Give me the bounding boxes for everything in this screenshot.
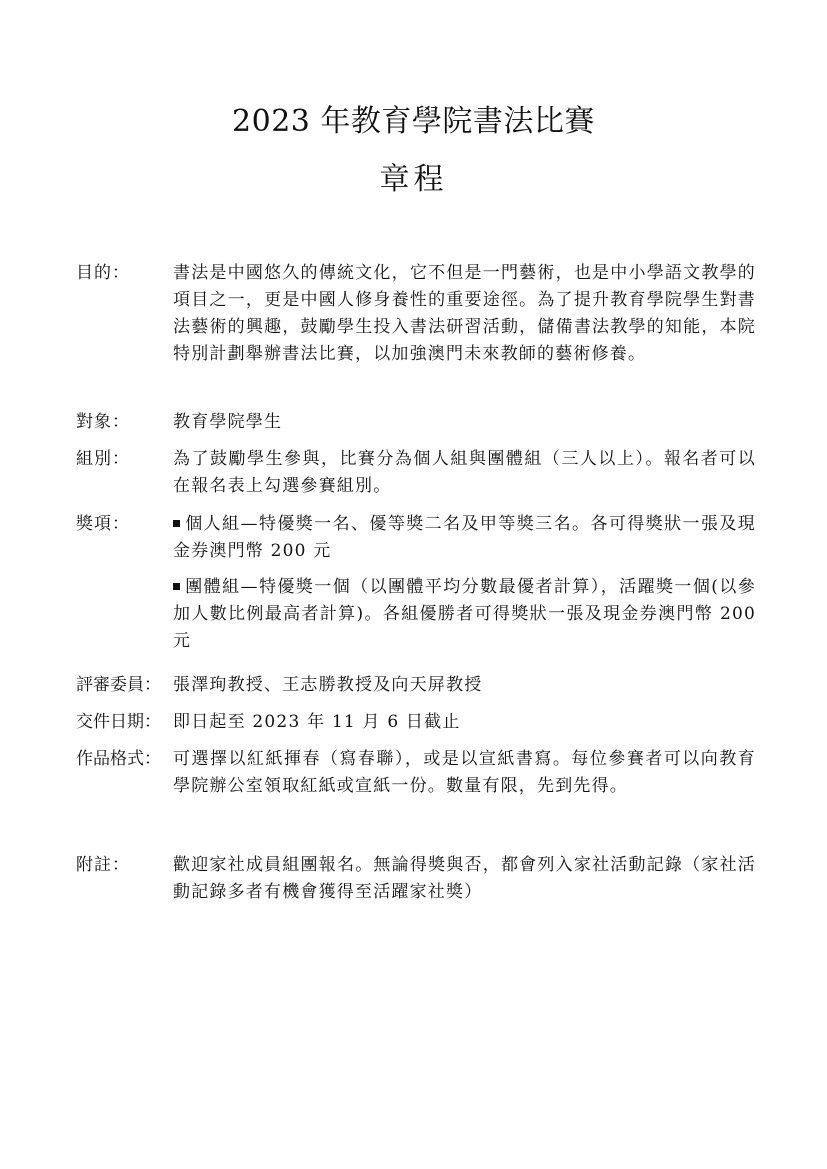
section-awards [76, 511, 756, 655]
section-list-awards [173, 511, 756, 655]
section-groups [76, 446, 756, 500]
award-item-individual [173, 511, 756, 565]
groups-paragraph: 為了鼓勵學生參與，比賽分為個人組與團體組（三人以上）。報名者可以在報名表上勾選參賽組別。 [173, 449, 756, 496]
page-title: 2023 年教育學院書法比賽 [232, 104, 595, 139]
section-format [76, 746, 756, 800]
section-text-target [173, 409, 756, 436]
section-label-groups: 組別： [76, 449, 130, 469]
section-purpose [76, 260, 756, 368]
target-paragraph: 教育學院學生 [173, 412, 283, 432]
section-label-purpose: 目的： [76, 263, 130, 283]
section-judges [76, 672, 756, 699]
section-label-judges: 評審委員： [76, 675, 161, 695]
format-paragraph: 可選擇以紅紙揮春（寫春聯），或是以宣紙書寫。每位參賽者可以向教育學院辦公室領取紅紙或宣紙一份。數量有限，先到先得。 [173, 749, 756, 796]
notes-paragraph: 歡迎家社成員組團報名。無論得獎與否，都會列入家社活動記錄（家社活動記錄多者有機會獲得至活躍家社獎） [173, 855, 756, 902]
purpose-paragraph: 書法是中國悠久的傳統文化，它不但是一門藝術，也是中小學語文教學的項目之一，更是中國人修身養性的重要途徑。為了提升教育學院學生對書法藝術的興趣，鼓勵學生投入書法研習活動，儲備書法教學的知能，本院特別計劃舉辦書法比賽，以加強澳門未來教師的藝術修養。 [173, 263, 756, 364]
section-label-target: 對象： [76, 412, 130, 432]
section-deadline [76, 709, 756, 736]
page-subtitle: 章程 [379, 162, 448, 197]
section-text-groups [173, 446, 756, 500]
section-text-notes [173, 852, 756, 906]
section-label-awards: 獎項： [76, 514, 130, 534]
section-text-deadline [173, 709, 756, 736]
award-text-team: 團體組—特優獎一個（以團體平均分數最優者計算），活躍獎一個(以參加人數比例最高者計算)。各組優勝者可得獎狀一張及現金券澳門幣 200 元 [173, 577, 756, 651]
section-target [76, 409, 756, 436]
section-notes [76, 852, 756, 906]
section-text-purpose [173, 260, 756, 368]
square-bullet-icon [173, 520, 180, 527]
section-text-format [173, 746, 756, 800]
section-label-deadline: 交件日期： [76, 712, 161, 732]
section-label-format: 作品格式： [76, 749, 161, 769]
section-label-notes: 附註： [76, 855, 130, 875]
section-text-judges [173, 672, 756, 699]
award-text-individual: 個人組—特優獎一名、優等獎二名及甲等獎三名。各可得獎狀一張及現金券澳門幣 200 元 [173, 514, 756, 561]
judges-paragraph: 張澤珣教授、王志勝教授及向天屏教授 [173, 675, 483, 695]
square-bullet-icon [173, 583, 180, 590]
award-item-team [173, 574, 756, 655]
deadline-paragraph: 即日起至 2023 年 11 月 6 日截止 [173, 712, 461, 732]
